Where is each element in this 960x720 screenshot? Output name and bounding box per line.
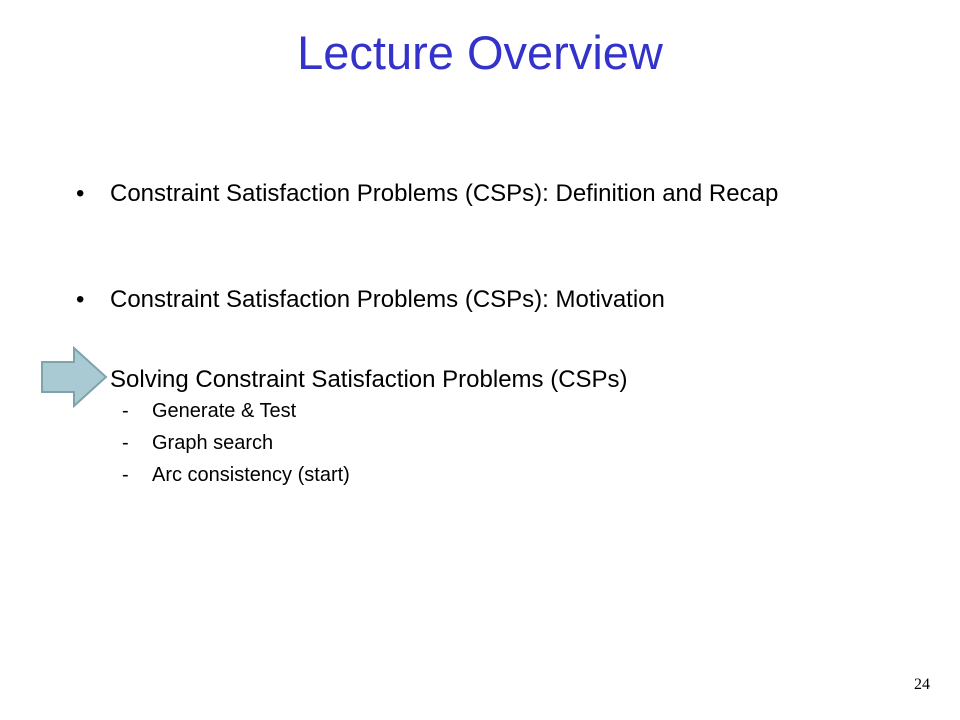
sub-marker: - bbox=[122, 432, 129, 454]
right-arrow-icon bbox=[40, 346, 108, 408]
sub-text: Arc consistency (start) bbox=[152, 464, 350, 486]
page-number: 24 bbox=[914, 676, 930, 693]
arrow-shape bbox=[42, 348, 106, 406]
bullet-text: Solving Constraint Satisfaction Problems (CSPs) bbox=[110, 366, 628, 393]
sub-marker: - bbox=[122, 400, 129, 422]
sub-text: Graph search bbox=[152, 432, 274, 454]
sub-marker: - bbox=[122, 464, 129, 486]
sub-text: Generate & Test bbox=[152, 400, 297, 422]
bullet-text: Constraint Satisfaction Problems (CSPs): Definition and Recap bbox=[110, 180, 779, 207]
bullet-text: Constraint Satisfaction Problems (CSPs): Motivation bbox=[110, 286, 665, 313]
slide-title: Lecture Overview bbox=[297, 26, 663, 79]
bullet-marker: • bbox=[76, 180, 85, 207]
bullet-marker: • bbox=[76, 286, 85, 313]
